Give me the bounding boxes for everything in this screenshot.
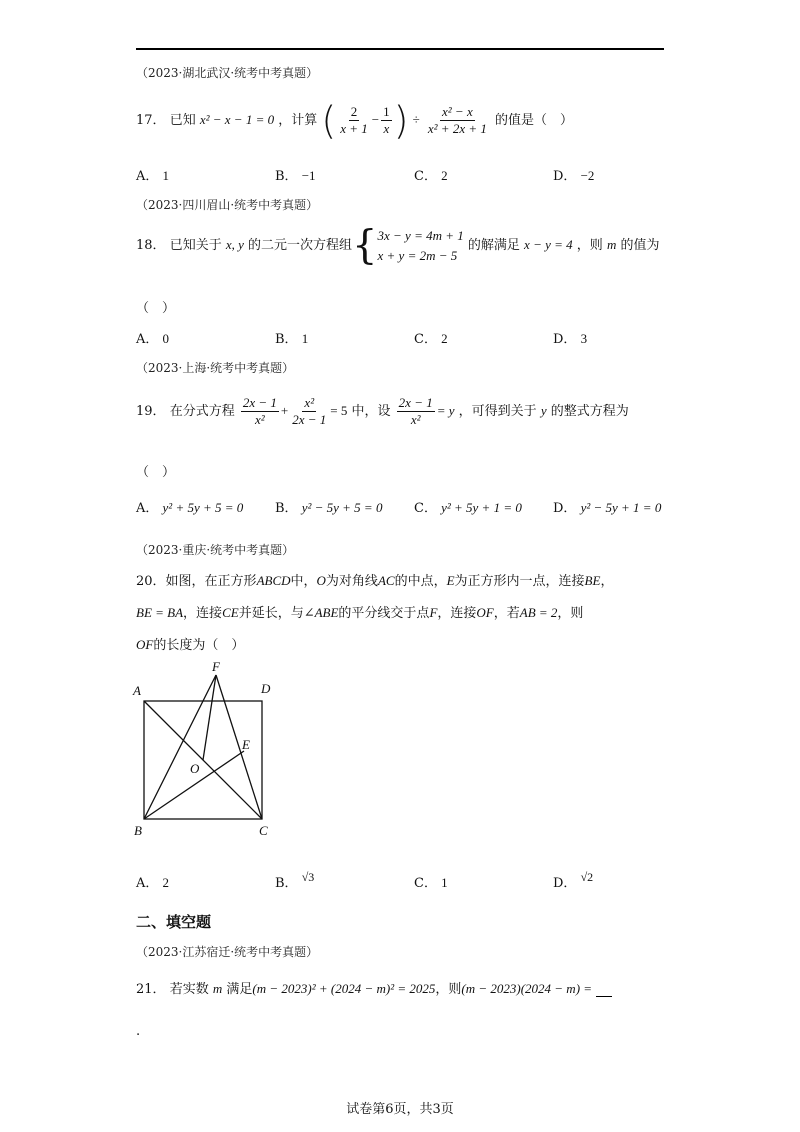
q19-option-d: D． y² − 5y + 1 = 0 bbox=[553, 500, 662, 516]
q19-fraction-3: $\frac{2x - 1}{\text{x²}}$ bbox=[398, 395, 433, 427]
q18-option-a: A． 0 bbox=[136, 331, 170, 347]
q21-source: （2023·江苏宿迁·统考中考真题） bbox=[136, 945, 319, 959]
q17-fraction-1: $\frac{2}{x + 1}$ bbox=[340, 104, 368, 136]
q17-option-b: B． −1 bbox=[275, 168, 316, 184]
q18-number: 18． bbox=[136, 238, 166, 253]
q19-answer-paren: （ ） bbox=[136, 465, 176, 480]
q19-option-c: C． y² + 5y + 1 = 0 bbox=[414, 500, 522, 516]
q17-right-paren: ) bbox=[393, 98, 409, 143]
q17-number: 17． bbox=[136, 113, 166, 128]
q18-text-3: 的解满足 bbox=[467, 238, 520, 253]
q21-text-3: ，则 bbox=[435, 982, 462, 997]
q19-option-a: A． y² + 5y + 5 = 0 bbox=[136, 500, 244, 516]
q19-option-b: B． y² − 5y + 5 = 0 bbox=[275, 500, 383, 516]
q20-line-2: BE = BA，连接CE并延长，与∠ABE的平分线交于点F，连接OF，若AB = 2，则 bbox=[136, 605, 584, 621]
q21-text-2: 满足 bbox=[226, 982, 253, 997]
q21-answer-blank[interactable] bbox=[596, 982, 612, 997]
q19-fraction-1: $\frac{2x - 1}{\text{x²}}$ bbox=[242, 395, 277, 427]
segment-cf bbox=[216, 675, 262, 819]
q20-line-1: 20．如图，在正方形ABCD中，O为对角线AC的中点，E为正方形内一点，连接BE， bbox=[136, 573, 614, 589]
label-f: F bbox=[212, 659, 220, 674]
q19-source: （2023·上海·统考中考真题） bbox=[136, 361, 295, 375]
q21-stem bbox=[136, 978, 612, 997]
q17-text-3: 的值是（ ） bbox=[495, 113, 574, 128]
q21-expression-1: (m − 2023)² + (2024 − m)² = 2025 bbox=[252, 981, 436, 996]
q18-brace: { bbox=[352, 222, 378, 269]
q17-text-2: ，计算 bbox=[278, 113, 318, 128]
q19-equals-y: = y bbox=[436, 403, 455, 418]
q21-number: 21． bbox=[136, 982, 166, 997]
section-heading: 二、填空题 bbox=[136, 913, 212, 931]
q19-text-1: 在分式方程 bbox=[169, 404, 235, 419]
label-d: D bbox=[261, 681, 271, 696]
q18-equation-2: x + y = 2m − 5 bbox=[377, 247, 458, 263]
q17-stem bbox=[136, 98, 573, 143]
q19-text-3: ，可得到关于 bbox=[458, 404, 537, 419]
q17-option-d: D． −2 bbox=[553, 168, 595, 184]
q18-text-4: ，则 bbox=[576, 238, 603, 253]
q19-plus: + bbox=[280, 403, 289, 418]
label-b: B bbox=[134, 823, 142, 838]
q19-fraction-2: $\frac{\text{x²}}{2x - 1}$ bbox=[292, 395, 327, 427]
q17-source: （2023·湖北武汉·统考中考真题） bbox=[136, 66, 319, 80]
q17-option-a: A． 1 bbox=[136, 168, 170, 184]
q18-equation-1: 3x − y = 4m + 1 bbox=[377, 227, 464, 243]
q17-condition: x² − x − 1 = 0 bbox=[199, 112, 275, 127]
q19-stem bbox=[136, 389, 629, 434]
q19-y: y bbox=[540, 403, 547, 418]
label-c: C bbox=[259, 823, 268, 838]
q18-option-b: B． 1 bbox=[275, 331, 309, 347]
q21-period: . bbox=[136, 1024, 141, 1039]
q17-text-1: 已知 bbox=[169, 113, 196, 128]
q20-option-b: B． √3 bbox=[275, 870, 315, 891]
label-a: A bbox=[133, 683, 141, 698]
q18-text-1: 已知关于 bbox=[169, 238, 222, 253]
q18-text-5: 的值为 bbox=[620, 238, 660, 253]
q20-geometry-figure bbox=[130, 655, 290, 840]
q20-line-3: OF的长度为（ ） bbox=[136, 637, 245, 653]
q18-stem bbox=[136, 223, 659, 268]
q18-system bbox=[378, 226, 464, 266]
q17-fraction-2: $\frac{1}{x}$ bbox=[383, 104, 390, 136]
q19-text-4: 的整式方程为 bbox=[550, 404, 629, 419]
q20-option-a: A． 2 bbox=[136, 875, 170, 891]
label-e: E bbox=[242, 737, 250, 752]
q18-vars: x, y bbox=[225, 237, 244, 252]
q21-expression-2: (m − 2023)(2024 − m) = bbox=[461, 981, 593, 996]
q20-source: （2023·重庆·统考中考真题） bbox=[136, 543, 295, 557]
q18-option-d: D． 3 bbox=[553, 331, 588, 347]
page-footer: 试卷第6页，共3页 bbox=[346, 1102, 454, 1117]
q18-condition: x − y = 4 bbox=[524, 237, 573, 252]
label-o: O bbox=[190, 761, 200, 776]
q18-answer-paren: （ ） bbox=[136, 301, 176, 316]
top-rule bbox=[136, 48, 664, 50]
q21-m: m bbox=[212, 981, 223, 996]
q20-option-c: C． 1 bbox=[414, 875, 448, 891]
q21-text-1: 若实数 bbox=[169, 982, 209, 997]
q18-option-c: C． 2 bbox=[414, 331, 448, 347]
q18-m: m bbox=[606, 237, 617, 252]
q20-option-d: D． √2 bbox=[553, 870, 594, 891]
q17-option-c: C． 2 bbox=[414, 168, 448, 184]
q18-text-2: 的二元一次方程组 bbox=[248, 238, 353, 253]
q19-equals-5: = 5 bbox=[330, 403, 348, 418]
q18-source: （2023·四川眉山·统考中考真题） bbox=[136, 198, 319, 212]
q17-left-paren: ( bbox=[321, 98, 337, 143]
q17-minus: − bbox=[371, 112, 380, 127]
q17-fraction-3: $\frac{\text{x² − x}}{\text{x² + 2x + 1}}$ bbox=[427, 104, 487, 136]
q19-number: 19． bbox=[136, 404, 166, 419]
q17-divide: ÷ bbox=[412, 112, 420, 127]
q19-text-2: 中，设 bbox=[351, 404, 391, 419]
